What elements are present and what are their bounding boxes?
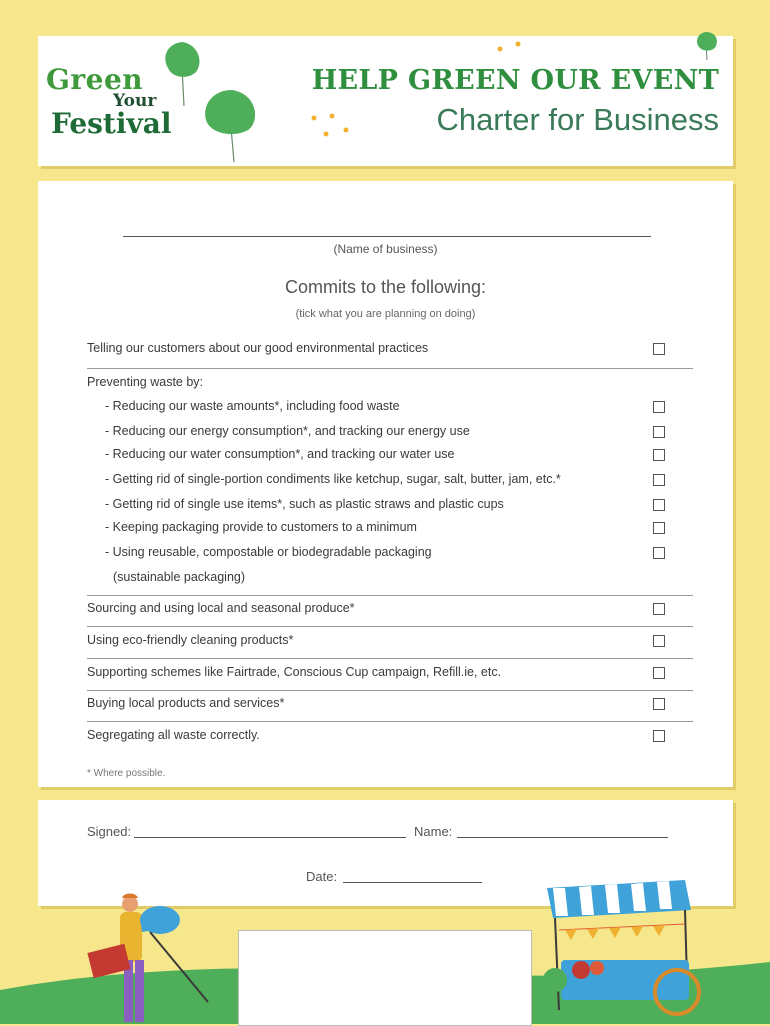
divider [87,721,693,722]
item-reduce-water: - Reducing our water consumption*, and tracking our water use [105,447,455,461]
tree-icon-corner [693,28,723,68]
logo-text-your: Your [113,91,157,111]
tree-icon-large [198,86,268,166]
item-reusable-packaging: - Using reusable, compostable or biodegradable packaging [105,545,432,559]
checkbox-single-condiments[interactable] [653,474,665,486]
divider [87,368,693,369]
checkbox-local-produce[interactable] [653,603,665,615]
name-label: Name: [414,824,453,839]
checkbox-eco-cleaning[interactable] [653,635,665,647]
bees-decoration-top [496,40,526,55]
logo-text-green: Green [46,63,144,96]
checkbox-reduce-waste[interactable] [653,401,665,413]
signed-field[interactable] [134,837,406,838]
checkbox-packaging-minimum[interactable] [653,522,665,534]
checkbox-local-products[interactable] [653,698,665,710]
checkbox-reduce-water[interactable] [653,449,665,461]
bees-decoration [308,114,358,144]
business-name-line[interactable] [123,236,651,237]
tick-instruction: (tick what you are planning on doing) [295,308,476,320]
checkbox-segregating-waste[interactable] [653,730,665,742]
checkbox-reusable-packaging[interactable] [653,547,665,559]
item-reduce-waste: - Reducing our waste amounts*, including food waste [105,399,400,413]
item-customer-communication: Telling our customers about our good environmental practices [87,341,429,355]
checkbox-supporting-schemes[interactable] [653,667,665,679]
item-preventing-waste: Preventing waste by: [87,375,204,389]
business-name-caption: (Name of business) [333,242,438,256]
commits-heading: Commits to the following: [284,277,487,297]
person-illustration [90,892,210,1024]
item-local-products: Buying local products and services* [87,696,285,710]
date-label: Date: [306,869,338,884]
item-single-use: - Getting rid of single use items*, such as plastic straws and plastic cups [105,497,504,511]
divider [87,595,693,596]
item-local-produce: Sourcing and using local and seasonal produce* [87,601,355,615]
checkbox-customer-communication[interactable] [653,343,665,355]
market-cart-illustration [535,880,715,1024]
item-sustainable-packaging-note: (sustainable packaging) [113,570,246,584]
item-segregating-waste: Segregating all waste correctly. [87,728,260,742]
charter-form [38,181,733,787]
logo-text-festival: Festival [51,107,172,140]
item-reduce-energy: - Reducing our energy consumption*, and tracking our energy use [105,424,470,438]
item-single-condiments: - Getting rid of single-portion condiments like ketchup, sugar, salt, butter, jam, etc.* [105,472,561,486]
divider [87,690,693,691]
blank-box [238,930,532,1026]
header-panel [38,36,733,166]
name-field[interactable] [457,837,668,838]
item-supporting-schemes: Supporting schemes like Fairtrade, Conscious Cup campaign, Refill.ie, etc. [87,665,502,679]
footnote: * Where possible. [87,768,166,779]
page-subheadline: Charter for Business [436,102,719,137]
divider [87,658,693,659]
signed-label: Signed: [87,824,132,839]
checkbox-single-use[interactable] [653,499,665,511]
divider [87,626,693,627]
item-eco-cleaning: Using eco-friendly cleaning products* [87,633,294,647]
date-field[interactable] [343,882,482,883]
checkbox-reduce-energy[interactable] [653,426,665,438]
page-headline: HELP GREEN OUR EVENT [311,65,719,96]
item-packaging-minimum: - Keeping packaging provide to customers to a minimum [105,520,417,534]
